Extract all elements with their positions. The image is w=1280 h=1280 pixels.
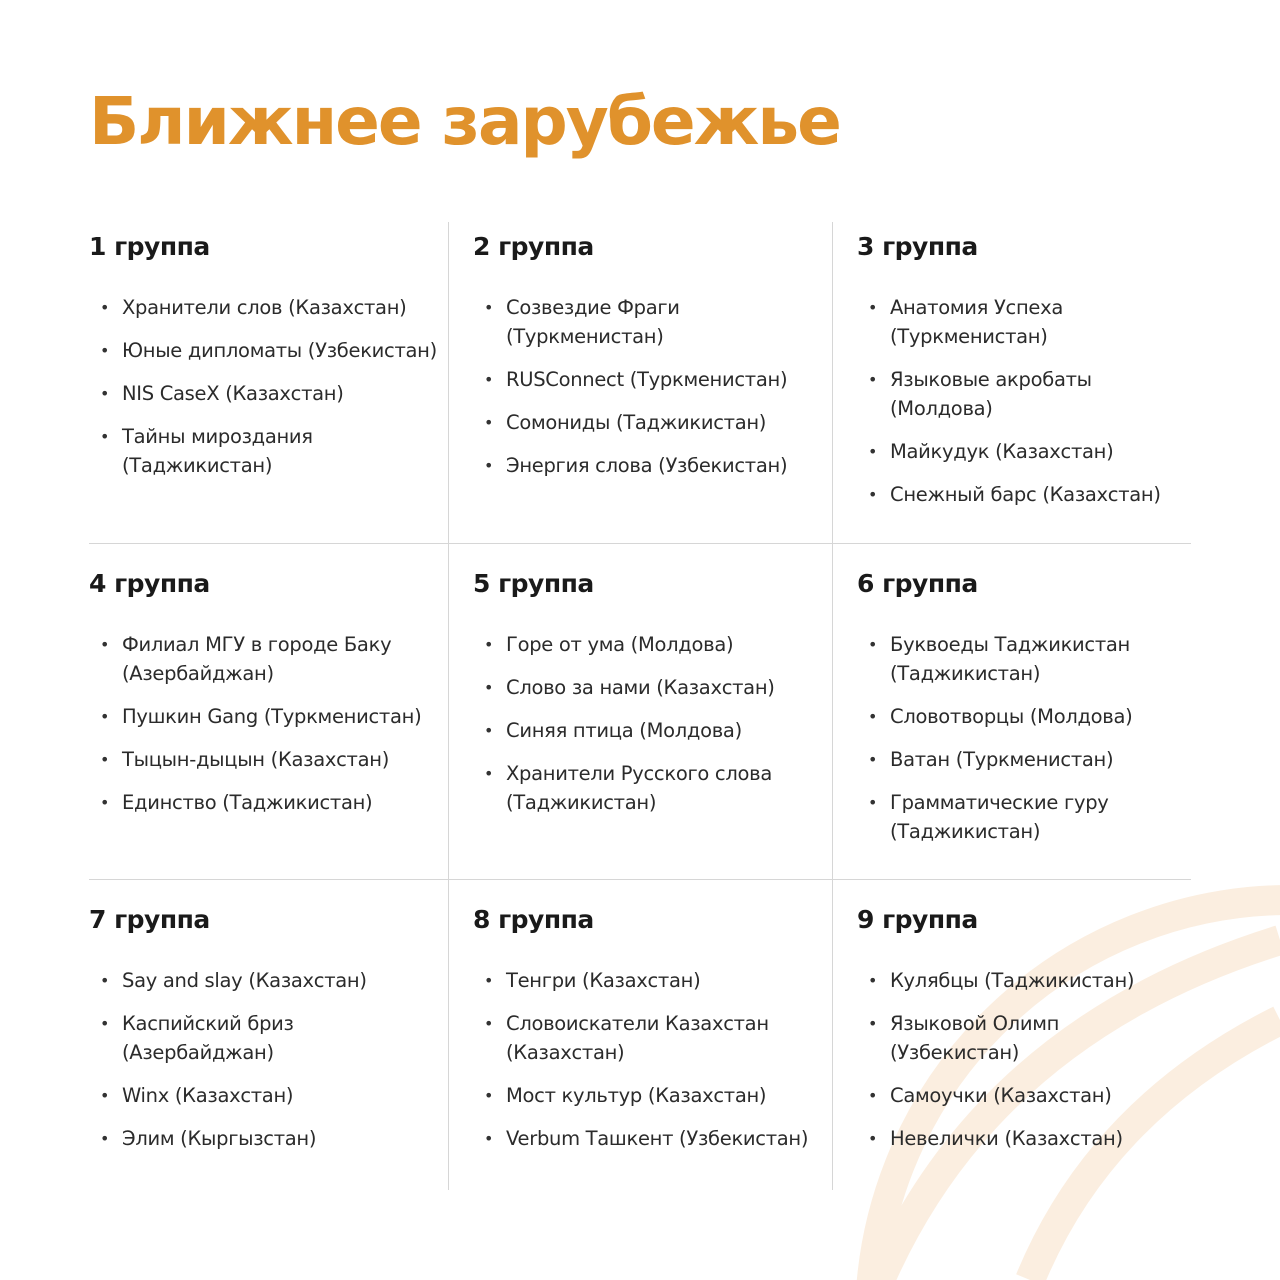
team-name: Горе от ума (Молдова) [506,633,734,656]
bullet-icon: • [868,971,878,990]
bullet-icon: • [484,298,494,317]
group-title: 3 группа [857,232,978,261]
team-item [857,1081,1181,1110]
team-name: NIS CaseX (Казахстан) [122,382,344,405]
team-list [857,630,1181,846]
group-card-4 [89,543,448,879]
bullet-icon: • [100,384,110,403]
bullet-icon: • [484,1014,494,1033]
team-item [857,480,1181,509]
team-name: Словоискатели Казахстан (Казахстан) [506,1012,769,1064]
team-name: Кулябцы (Таджикистан) [890,969,1135,992]
team-name: Элим (Кыргызстан) [122,1127,317,1150]
team-name: Say and slay (Казахстан) [122,969,367,992]
team-item [473,365,822,394]
team-name: Языковой Олимп (Узбекистан) [890,1012,1060,1064]
group-title: 2 группа [473,232,594,261]
team-name: Майкудук (Казахстан) [890,440,1114,463]
team-name: Мост культур (Казахстан) [506,1084,767,1107]
bullet-icon: • [868,298,878,317]
team-name: Самоучки (Казахстан) [890,1084,1112,1107]
bullet-icon: • [100,1014,110,1033]
team-item [473,759,822,817]
group-title: 8 группа [473,905,594,934]
bullet-icon: • [484,635,494,654]
bullet-icon: • [484,370,494,389]
team-list [89,293,438,480]
bullet-icon: • [100,1086,110,1105]
team-name: Verbum Ташкент (Узбекистан) [506,1127,809,1150]
team-item [89,630,438,688]
team-name: Грамматические гуру (Таджикистан) [890,791,1109,843]
team-name: Невелички (Казахстан) [890,1127,1123,1150]
team-name: Энергия слова (Узбекистан) [506,454,788,477]
bullet-icon: • [484,456,494,475]
group-title: 6 группа [857,569,978,598]
team-item [473,716,822,745]
bullet-icon: • [100,635,110,654]
bullet-icon: • [868,707,878,726]
group-card-7 [89,879,448,1190]
bullet-icon: • [868,1129,878,1148]
team-name: Тайны мироздания (Таджикистан) [122,425,313,477]
bullet-icon: • [868,1086,878,1105]
group-card-6 [832,543,1191,879]
bullet-icon: • [868,485,878,504]
group-title: 7 группа [89,905,210,934]
bullet-icon: • [484,721,494,740]
team-list [857,966,1181,1153]
team-name: Единство (Таджикистан) [122,791,373,814]
bullet-icon: • [484,1086,494,1105]
group-title: 1 группа [89,232,210,261]
team-item [473,1009,822,1067]
team-item [89,379,438,408]
team-item [857,966,1181,995]
team-name: Хранители слов (Казахстан) [122,296,407,319]
team-name: Тенгри (Казахстан) [506,969,701,992]
team-item [89,1081,438,1110]
team-name: Сомониды (Таджикистан) [506,411,767,434]
team-item [89,788,438,817]
bullet-icon: • [868,750,878,769]
team-list [89,630,438,817]
bullet-icon: • [100,971,110,990]
team-list [473,293,822,480]
team-list [857,293,1181,509]
team-name: Словотворцы (Молдова) [890,705,1133,728]
team-item [473,451,822,480]
team-item [473,1124,822,1153]
team-name: Слово за нами (Казахстан) [506,676,775,699]
team-name: Каспийский бриз (Азербайджан) [122,1012,294,1064]
bullet-icon: • [868,1014,878,1033]
team-name: Пушкин Gang (Туркменистан) [122,705,422,728]
team-name: Снежный барс (Казахстан) [890,483,1161,506]
team-item [857,437,1181,466]
team-item [857,1124,1181,1153]
bullet-icon: • [100,750,110,769]
team-item [89,336,438,365]
page-title: Ближнее зарубежье [89,83,840,160]
bullet-icon: • [484,678,494,697]
team-item [89,293,438,322]
team-item [89,966,438,995]
bullet-icon: • [484,764,494,783]
team-item [473,966,822,995]
team-name: Winx (Казахстан) [122,1084,294,1107]
bullet-icon: • [484,971,494,990]
team-item [857,745,1181,774]
team-item [857,630,1181,688]
team-name: Филиал МГУ в городе Баку (Азербайджан) [122,633,392,685]
team-name: Тыцын-дыцын (Казахстан) [122,748,390,771]
team-item [89,745,438,774]
team-item [89,702,438,731]
team-name: Анатомия Успеха (Туркменистан) [890,296,1063,348]
team-item [473,673,822,702]
team-item [857,293,1181,351]
team-item [473,1081,822,1110]
group-card-2 [448,222,832,543]
group-card-5 [448,543,832,879]
bullet-icon: • [100,341,110,360]
bullet-icon: • [868,635,878,654]
team-item [473,630,822,659]
team-name: Юные дипломаты (Узбекистан) [122,339,437,362]
group-card-1 [89,222,448,543]
team-name: RUSConnect (Туркменистан) [506,368,788,391]
groups-grid [89,222,1191,1190]
team-item [89,1009,438,1067]
team-item [857,365,1181,423]
bullet-icon: • [100,1129,110,1148]
group-card-3 [832,222,1191,543]
bullet-icon: • [484,413,494,432]
bullet-icon: • [100,427,110,446]
team-list [89,966,438,1153]
bullet-icon: • [484,1129,494,1148]
group-card-9 [832,879,1191,1190]
team-item [89,1124,438,1153]
group-card-8 [448,879,832,1190]
bullet-icon: • [100,707,110,726]
team-item [89,422,438,480]
team-name: Созвездие Фраги (Туркменистан) [506,296,680,348]
team-list [473,966,822,1153]
group-title: 9 группа [857,905,978,934]
team-name: Хранители Русского слова (Таджикистан) [506,762,772,814]
group-title: 5 группа [473,569,594,598]
bullet-icon: • [868,793,878,812]
bullet-icon: • [868,370,878,389]
team-name: Ватан (Туркменистан) [890,748,1114,771]
team-item [473,408,822,437]
group-title: 4 группа [89,569,210,598]
team-item [857,788,1181,846]
team-item [857,702,1181,731]
team-item [857,1009,1181,1067]
bullet-icon: • [100,793,110,812]
team-item [473,293,822,351]
team-name: Буквоеды Таджикистан (Таджикистан) [890,633,1131,685]
team-name: Языковые акробаты (Молдова) [890,368,1092,420]
bullet-icon: • [868,442,878,461]
bullet-icon: • [100,298,110,317]
team-list [473,630,822,817]
team-name: Синяя птица (Молдова) [506,719,742,742]
